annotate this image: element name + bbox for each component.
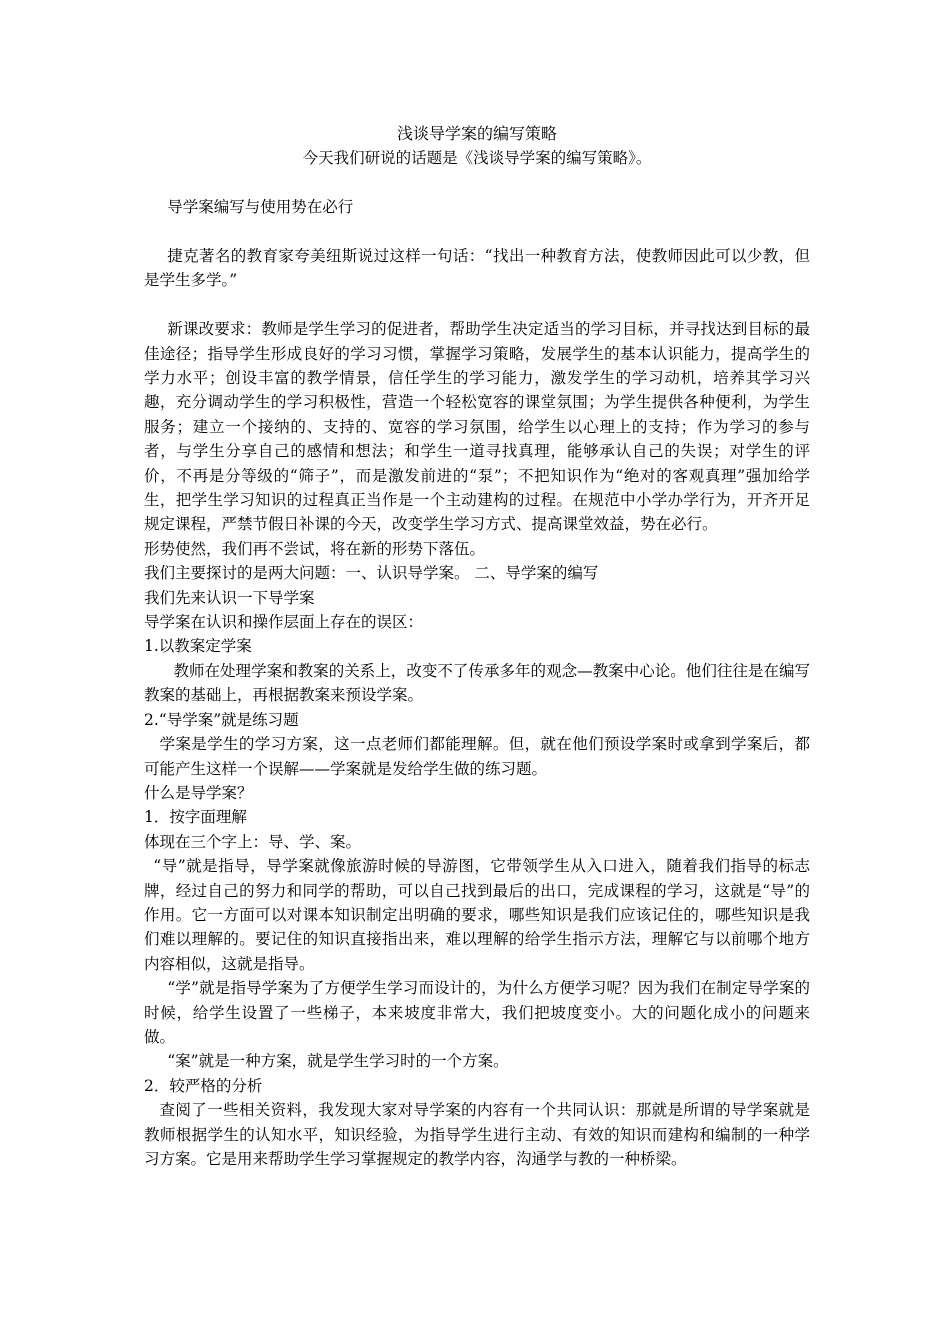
blank-line (144, 171, 810, 195)
document-subtitle: 今天我们研说的话题是《浅谈导学案的编写策略》。 (302, 149, 652, 168)
body-paragraph: 我们先来认识一下导学案 (144, 588, 315, 607)
body-paragraph: 新课改要求：教师是学生学习的促进者，帮助学生决定适当的学习目标，并寻找达到目标的最佳途径；指导学生形成良好的学习习惯，掌握学习策略，发展学生的基本认识能力，提高学生的学力水平；创设丰富的教学情景，信任学生的学习能力，激发学生的学习动机，培养其学习兴趣，充分调动学生的学习积极性，营造一个轻松宽容的课堂氛围；为学生提供各种便利，为学生服务；建立一个接纳的、支持的、宽容的学习氛围，给学生以心理上的支持；作为学习的参与者，与学生分享自己的感情和想法；和学生一道寻找真理，能够承认自己的失误；对学生的评价，不再是分等级的“筛子”，而是激发前进的“泵”；不把知识作为“绝对的客观真理”强加给学生，把学生学习知识的过程真正当作是一个主动建构的过程。在规范中小学办学行为，开齐开足规定课程，严禁节假日补课的今天，改变学生学习方式、提高课堂效益，势在必行。 (144, 320, 810, 534)
list-heading: 2.“导学案”就是练习题 (144, 710, 299, 729)
blank-line (144, 293, 810, 317)
body-paragraph: “学”就是指导学案为了方便学生学习而设计的，为什么方便学习呢？因为我们在制定导学案的时候，给学生设置了一些梯子，本来坡度非常大，我们把坡度变小。大的问题化成小的问题来做。 (144, 979, 810, 1046)
document-title: 浅谈导学案的编写策略 (396, 124, 557, 143)
body-paragraph: “导”就是指导，导学案就像旅游时候的导游图，它带领学生从入口进入，随着我们指导的标志牌，经过自己的努力和同学的帮助，可以自己找到最后的出口，完成课程的学习，这就是“导”的作用。它一方面可以对课本知识制定出明确的要求，哪些知识是我们应该记住的，哪些知识是我们难以理解的。要记住的知识直接指出来，难以理解的给学生指示方法，理解它与以前哪个地方内容相似，这就是指导。 (144, 857, 810, 973)
body-paragraph: 教师在处理学案和教案的关系上，改变不了传承多年的观念—教案中心论。他们往往是在编写教案的基础上，再根据教案来预设学案。 (144, 661, 810, 705)
body-paragraph: 学案是学生的学习方案，这一点老师们都能理解。但，就在他们预设学案时或拿到学案后，都可能产生这样一个误解——学案就是发给学生做的练习题。 (144, 735, 810, 778)
body-paragraph: 形势使然，我们再不尝试，将在新的形势下落伍。 (144, 539, 486, 558)
section-heading: 什么是导学案？ (144, 783, 253, 802)
body-paragraph: 我们主要探讨的是两大问题：一、认识导学案。 二、导学案的编写 (144, 564, 599, 583)
quote-paragraph: 捷克著名的教育家夸美纽斯说过这样一句话：“找出一种教育方法，使教师因此可以少教，但是学生多学。” (144, 247, 810, 290)
body-paragraph: 导学案在认识和操作层面上存在的误区： (144, 613, 424, 632)
body-paragraph: 体现在三个字上：导、学、案。 (144, 832, 362, 851)
list-heading: 1．按字面理解 (144, 808, 247, 827)
body-paragraph: 查阅了一些相关资料，我发现大家对导学案的内容有一个共同认识：那就是所谓的导学案就是教师根据学生的认知水平，知识经验，为指导学生进行主动、有效的知识而建构和编制的一种学习方案。它是用来帮助学生学习掌握规定的教学内容，沟通学与教的一种桥梁。 (144, 1101, 810, 1169)
list-heading: 2．较严格的分析 (144, 1076, 263, 1095)
section-heading: 导学案编写与使用势在必行 (167, 198, 354, 217)
body-paragraph: “案”就是一种方案，就是学生学习时的一个方案。 (167, 1052, 509, 1071)
document-page (144, 122, 810, 1171)
list-heading: 1.以教案定学案 (144, 637, 252, 656)
blank-line (144, 220, 810, 244)
